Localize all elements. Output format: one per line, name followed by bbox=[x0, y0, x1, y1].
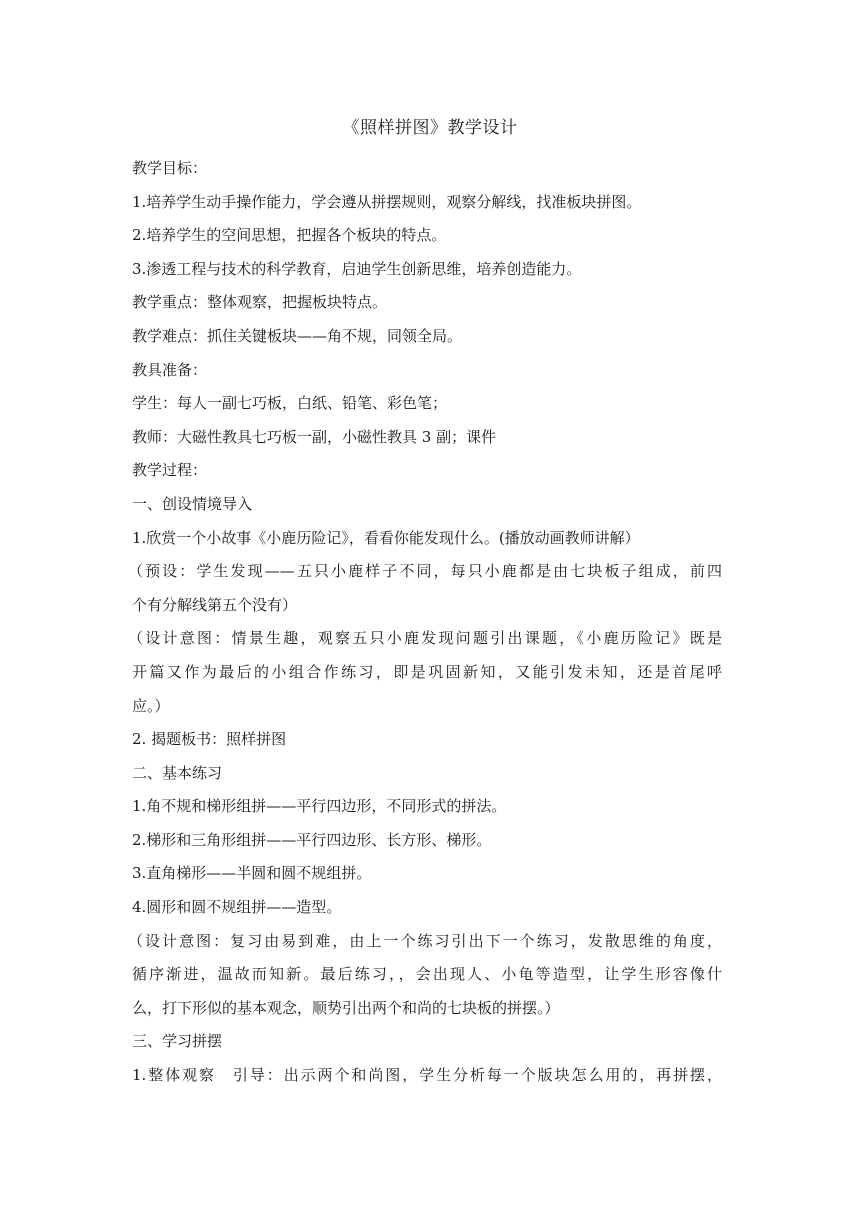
paragraph-line: 教具准备： bbox=[132, 360, 208, 379]
paragraph-line: 1.整体观察 引导：出示两个和尚图，学生分析每一个版块怎么用的，再拼摆， bbox=[132, 1066, 722, 1085]
section-heading: 二、基本练习 bbox=[132, 763, 223, 782]
section-heading: 一、创设情境导入 bbox=[132, 494, 253, 513]
paragraph-line: 4.圆形和圆不规组拼——造型。 bbox=[132, 898, 342, 917]
paragraph-line: 3.渗透工程与技术的科学教育，启迪学生创新思维，培养创造能力。 bbox=[132, 259, 582, 278]
paragraph-line: 1.角不规和梯形组拼——平行四边形，不同形式的拼法。 bbox=[132, 797, 507, 816]
paragraph-line: （设计意图：情景生趣，观察五只小鹿发现问题引出课题，《小鹿历险记》既是 bbox=[128, 629, 722, 648]
paragraph-line: 3.直角梯形——半圆和圆不规组拼。 bbox=[132, 864, 372, 883]
paragraph-line: 教师：大磁性教具七巧板一副，小磁性教具 3 副；课件 bbox=[132, 427, 497, 446]
paragraph-line: 2. 揭题板书：照样拼图 bbox=[132, 730, 287, 749]
paragraph-line: 开篇又作为最后的小组合作练习，即是巩固新知，又能引发未知，还是首尾呼 bbox=[132, 662, 722, 681]
paragraph-line: 学生：每人一副七巧板，白纸、铅笔、彩色笔； bbox=[132, 394, 448, 413]
paragraph-line: 1.欣赏一个小故事《小鹿历险记》，看看你能发现什么。(播放动画教师讲解） bbox=[132, 528, 640, 547]
paragraph-line: 应。） bbox=[132, 696, 170, 715]
paragraph-line: 教学难点：抓住关键板块——角不规，同领全局。 bbox=[132, 326, 463, 345]
paragraph-line: （设计意图：复习由易到难，由上一个练习引出下一个练习，发散思维的角度， bbox=[128, 931, 722, 950]
paragraph-line: 循序渐进，温故而知新。最后练习，，会出现人、小龟等造型，让学生形容像什 bbox=[132, 965, 722, 984]
paragraph-line: 2.梯形和三角形组拼——平行四边形、长方形、梯形。 bbox=[132, 830, 492, 849]
document-title: 《照样拼图》教学设计 bbox=[342, 118, 518, 138]
paragraph-line: 教学过程： bbox=[132, 461, 208, 480]
section-heading: 三、学习拼摆 bbox=[132, 1032, 223, 1051]
document-body bbox=[128, 152, 722, 1093]
paragraph-line: 1.培养学生动手操作能力，学会遵从拼摆规则，观察分解线，找准板块拼图。 bbox=[132, 192, 642, 211]
paragraph-line: 2.培养学生的空间思想，把握各个板块的特点。 bbox=[132, 226, 447, 245]
paragraph-line: 教学目标： bbox=[132, 159, 208, 177]
paragraph-line: 个有分解线第五个没有） bbox=[132, 595, 298, 614]
paragraph-line: （预设：学生发现——五只小鹿样子不同，每只小鹿都是由七块板子组成，前四 bbox=[128, 562, 722, 581]
paragraph-line: 教学重点：整体观察，把握板块特点。 bbox=[132, 293, 388, 312]
paragraph-line: 么，打下形似的基本观念，顺势引出两个和尚的七块板的拼摆。） bbox=[132, 998, 560, 1017]
